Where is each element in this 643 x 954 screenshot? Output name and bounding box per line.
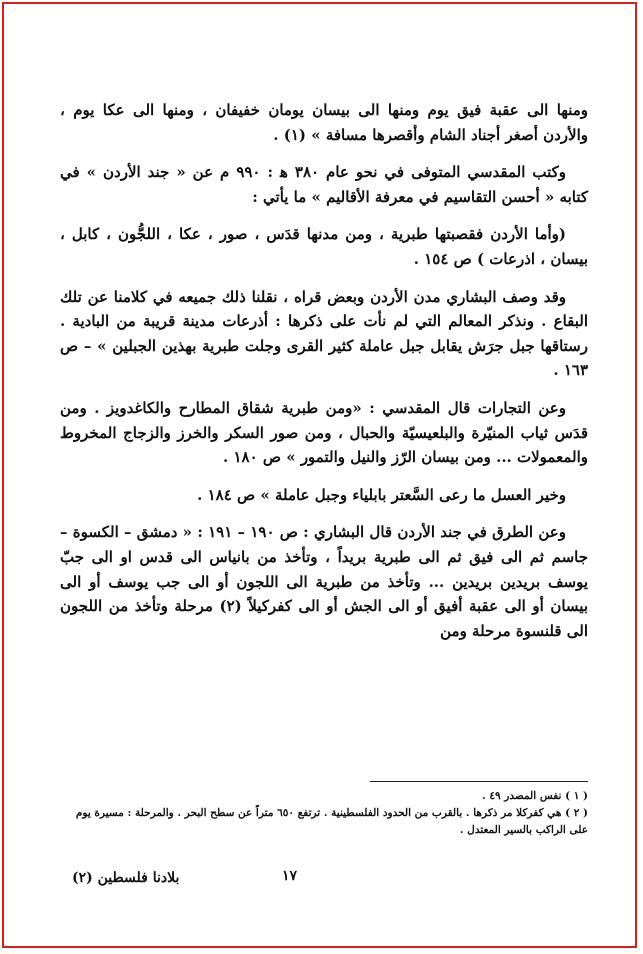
paragraph: وكتب المقدسي المتوفى في نحو عام ٣٨٠ ﻫ : ٩٩٠ م عن « جند الأردن » في كتابه « أحسن التقاسيم في معرفة الأقاليم » ما يأتي :: [60, 163, 588, 206]
paragraph: وقد وصف البشاري مدن الأردن وبعض قراه ، نقلنا ذلك جميعه في كلامنا عن تلك البقاع . ونذكر المعالم التي لم نأت على ذكرها : أذرعات مدينة قريبة من البادية . رستاقها جبل جرَش يقابل جبل عاملة كثير القرى وجلت طبرية بهذين الجبلين » – ص ١٦٣ .: [60, 287, 588, 380]
body-text: [60, 98, 588, 656]
paragraph: وعن الطرق في جند الأردن قال البشاري : ص ١٩٠ – ١٩١ : « دمشق – الكسوة – جاسم ثم الى فيق ثم الى طبرية بريداً ، وتأخذ من بانياس الى قدس او الى جبّ يوسف بريدين بريدين ... وتأخذ من طبرية الى اللجون أو الى جب يوسف أو الى بيسان أو الى عقبة أفيق أو الى الجش أو الى كفركيلاً (٢) مرحلة وتأخذ من اللجون الى قلنسوة مرحلة ومن: [60, 523, 589, 640]
page-number: ١٧: [282, 868, 298, 884]
paragraph: ومنها الى عقبة فيق يوم ومنها الى بيسان يومان خفيفان ، ومنها الى عكا يوم ، والأردن أصغر أجناد الشام وأقصرها مسافة » (١) .: [60, 101, 588, 144]
paragraph: وخير العسل ما رعى السَّعتر بابلياء وجبل عاملة » ص ١٨٤ .: [197, 485, 566, 504]
paragraph: وعن التجارات قال المقدسي : «ومن طبرية شقاق المطارح والكاغدويز . ومن قدَس ثياب المنيّرة والبلعيسيّة والحبال ، ومن صور السكر والخرز والزجاج المخروط والمعمولات ... ومن بيسان الرّز والنيل والتمور » ص ١٨٠ .: [60, 398, 588, 467]
paragraph: (وأما الأردن فقصبتها طبرية ، ومن مدنها قدَس ، صور ، عكا ، اللجُّون ، كابل ، بيسان ، اذرعات ) ص ١٥٤ .: [60, 225, 588, 268]
footnotes: [60, 788, 588, 839]
running-title: بلادنا فلسطين (٢): [72, 870, 180, 886]
page-footer: [60, 868, 588, 892]
footnote: ( ٢ ) هي كفركلا مر ذكرها . بالقرب من الحدود الفلسطينية . ترتفع ٦٥٠ متراً عن سطح البحر . والمرحلة : مسيرة يوم على الراكب بالسير المعتدل .: [75, 807, 588, 836]
footnote: ( ١ ) نفس المصدر ٤٩ .: [482, 790, 588, 802]
footnote-rule: [370, 781, 588, 782]
